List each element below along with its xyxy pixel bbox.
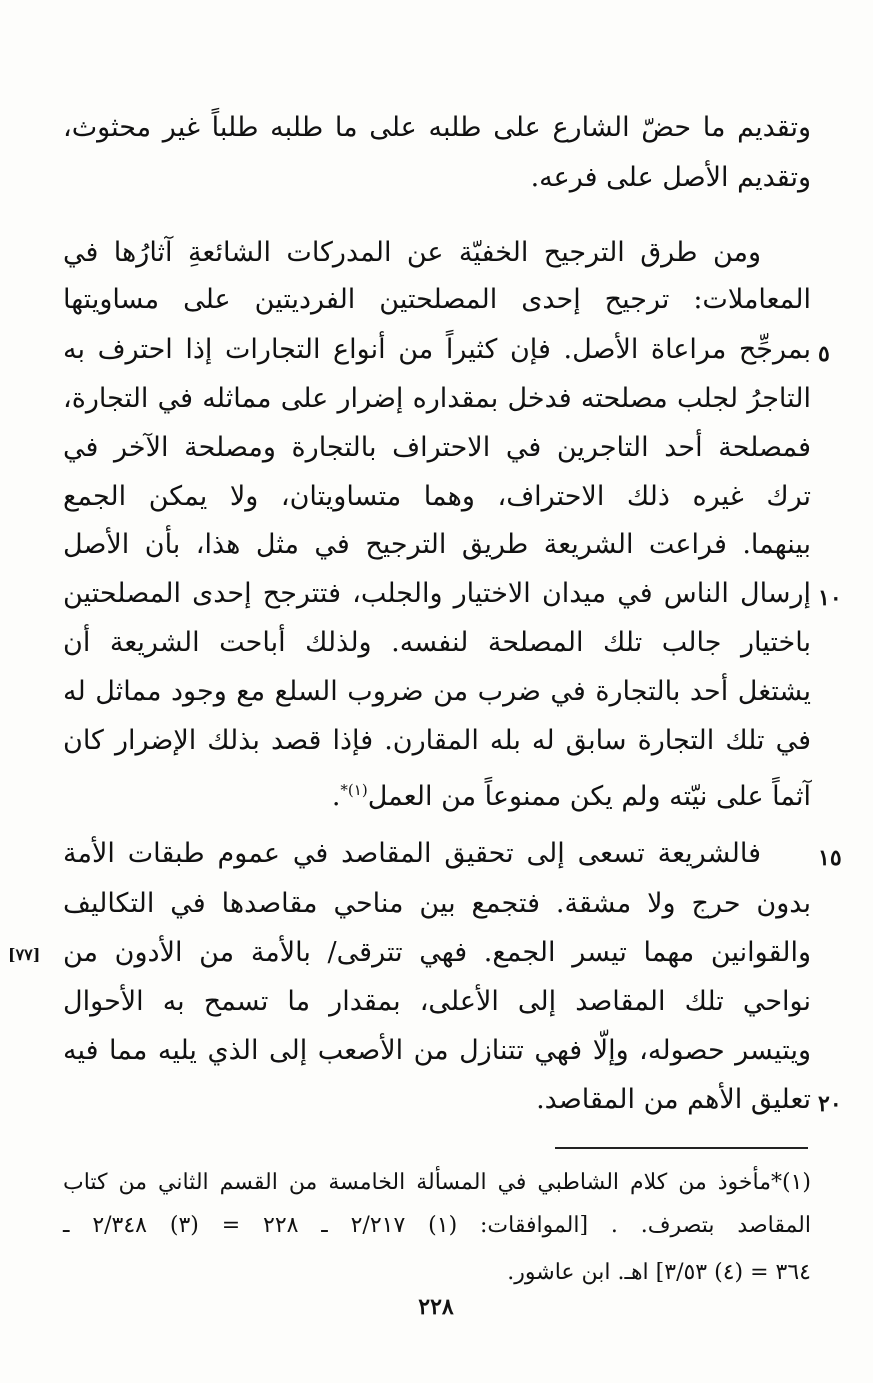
line-number-20: ٢٠ — [818, 1091, 842, 1117]
body-line: المعاملات: ترجيح إحدى المصلحتين الفرديتين على مساويتها — [63, 284, 811, 315]
body-line: بينهما. فراعت الشريعة طريق الترجيح في مثل هذا، بأن الأصل — [63, 529, 811, 560]
body-line-text: آثماً على نيّته ولم يكن ممنوعاً من العمل — [367, 781, 811, 812]
body-line-with-footnote — [63, 770, 811, 814]
page-number: ٢٢٨ — [418, 1294, 454, 1320]
body-line: والقوانين مهما تيسر الجمع. فهي تترقى/ بالأمة من الأدون من — [63, 937, 811, 968]
body-line: وتقديم ما حضّ الشارع على طلبه على ما طلبه طلباً غير محثوث، — [63, 112, 811, 143]
body-line: ومن طرق الترجيح الخفيّة عن المدركات الشائعةِ آثارُها في — [63, 237, 761, 268]
margin-page-ref: [٧٧] — [8, 945, 41, 964]
footnote-divider — [555, 1147, 808, 1149]
body-line: نواحي تلك المقاصد إلى الأعلى، بمقدار ما تسمح به الأحوال — [63, 986, 811, 1017]
line-number-5: ٥ — [818, 341, 830, 367]
footnote-marker: (١)* — [340, 781, 368, 799]
body-line: يشتغل أحد بالتجارة في ضرب من ضروب السلع مع وجود مماثل له — [63, 676, 811, 707]
body-line: ترك غيره ذلك الاحتراف، وهما متساويتان، ولا يمكن الجمع — [63, 481, 811, 512]
line-end-punct: . — [331, 781, 341, 812]
body-line: بدون حرج ولا مشقة. فتجمع بين مناحي مقاصدها في التكاليف — [63, 888, 811, 919]
body-line: إرسال الناس في ميدان الاختيار والجلب، فتترجح إحدى المصلحتين — [63, 578, 811, 609]
line-number-15: ١٥ — [818, 845, 842, 871]
body-line: بمرجِّح مراعاة الأصل. فإن كثيراً من أنواع التجارات إذا احترف به — [63, 334, 811, 365]
body-line: وتقديم الأصل على فرعه. — [530, 162, 811, 193]
footnote-line: ٣٦٤ = (٤) ٣/٥٣] اهـ. ابن عاشور. — [507, 1260, 811, 1285]
body-line: فالشريعة تسعى إلى تحقيق المقاصد في عموم طبقات الأمة — [63, 838, 761, 869]
body-line: باختيار جالب تلك المصلحة لنفسه. ولذلك أباحت الشريعة أن — [63, 627, 811, 658]
line-number-10: ١٠ — [818, 585, 842, 611]
body-line: تعليق الأهم من المقاصد. — [536, 1084, 811, 1115]
body-line: في تلك التجارة سابق له بله المقارن. فإذا قصد بذلك الإضرار كان — [63, 725, 811, 756]
footnote-line: (١)*مأخوذ من كلام الشاطبي في المسألة الخامسة من القسم الثاني من كتاب — [63, 1170, 811, 1195]
footnote-line: المقاصد بتصرف. . [الموافقات: (١) ٢/٢١٧ ـ ٢٢٨ = (٣) ٢/٣٤٨ ـ — [63, 1213, 811, 1238]
body-line: فمصلحة أحد التاجرين في الاحتراف بالتجارة ومصلحة الآخر في — [63, 432, 811, 463]
body-line: التاجرُ لجلب مصلحته فدخل بمقداره إضرار على مماثله في التجارة، — [63, 383, 811, 414]
body-line: ويتيسر حصوله، وإلّا فهي تتنازل من الأصعب إلى الذي يليه مما فيه — [63, 1035, 811, 1066]
